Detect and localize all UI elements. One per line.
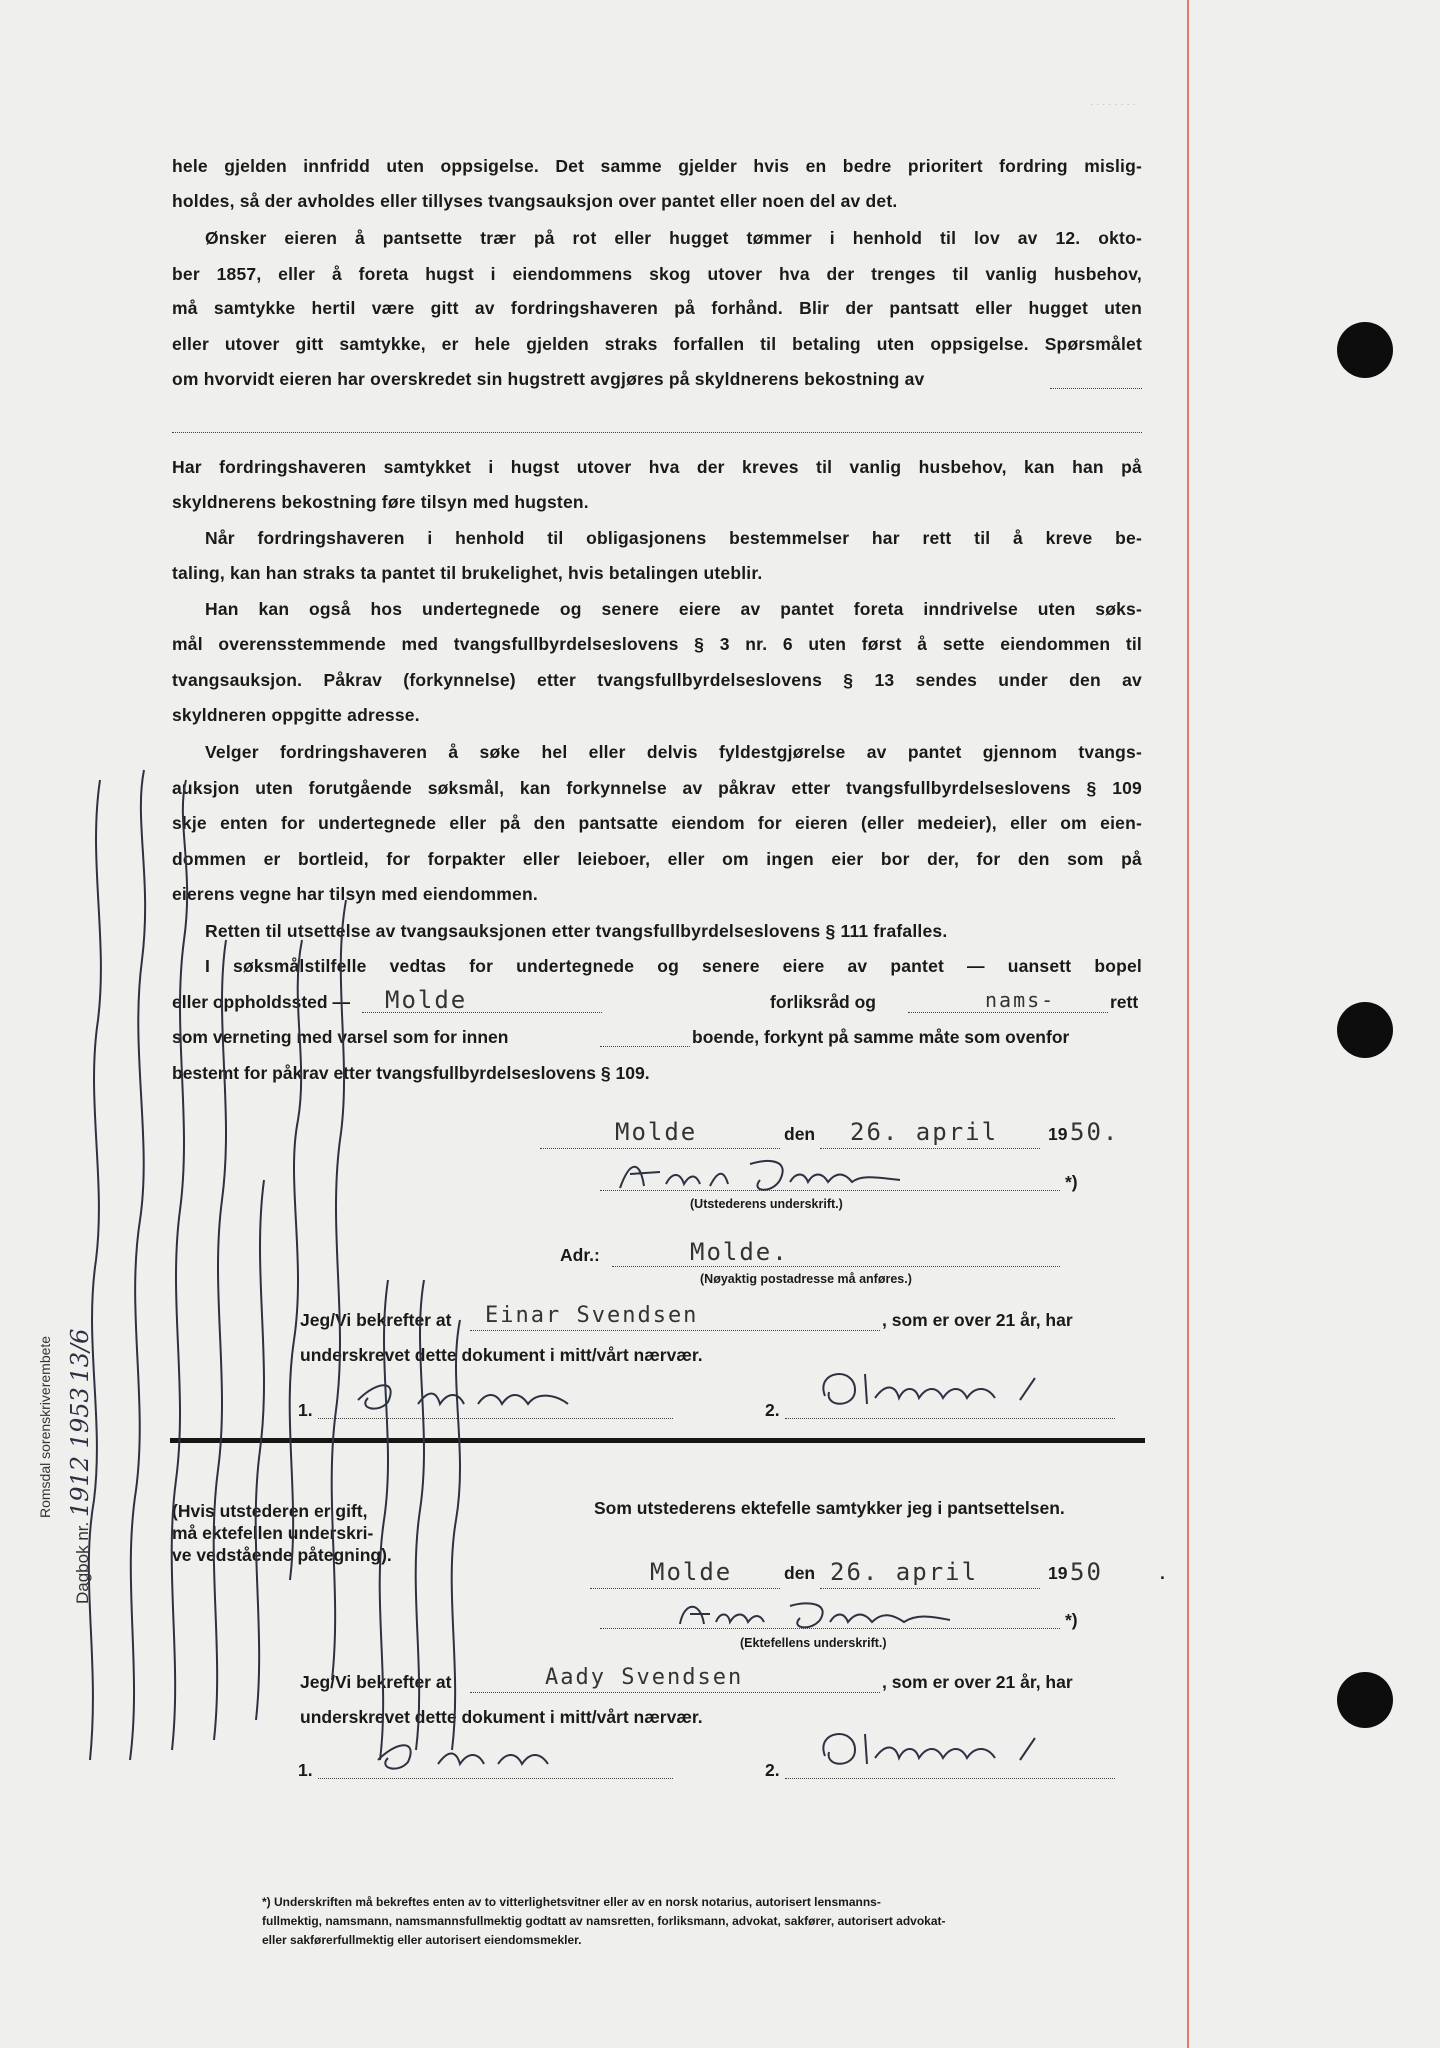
married-note-line: ve vedstående påtegning). [172,1545,392,1565]
stamp-date: 13/6 [66,1328,94,1383]
punch-hole [1337,1002,1393,1058]
handwritten-sign-place: Molde [615,1118,698,1146]
stamp-office: Romsdal sorenskriverembete [37,1335,53,1518]
margin-line [1187,0,1189,2048]
text-line: Har fordringshaveren samtykket i hugst utover hva der kreves til vanlig husbehov, kan han på [172,457,1142,477]
text-line: holdes, så der avholdes eller tillyses tvangsauksjon over pantet eller noen del av det. [172,191,898,211]
handwritten-spouse-place: Molde [650,1558,733,1586]
spouse-signature [660,1592,1060,1636]
witness-signature [795,1720,1135,1780]
blank-field [1050,388,1142,389]
text-line: om hvorvidt eieren har overskredet sin hugstrett avgjøres på skyldnerens bekostning av [172,369,925,389]
handwritten-spouse-date: 26. april [830,1558,979,1586]
handwritten-address: Molde. [690,1238,789,1266]
stamp-number: 1912 1953 [66,1387,94,1518]
witness-number: 2. [765,1760,780,1780]
text-line: Velger fordringshaveren å søke hel eller delvis fyldestgjørelse av pantet gjennom tvangs- [205,742,1142,762]
text-fragment: Jeg/Vi bekrefter at [300,1672,452,1692]
witness-number: 2. [765,1400,780,1420]
handwritten-issuer-name: Einar Svendsen [485,1303,699,1328]
text-line: hele gjelden innfridd uten oppsigelse. Det samme gjelder hvis en bedre prioritert fordring mislig- [172,156,1142,176]
text-line: taling, kan han straks ta pantet til brukelighet, hvis betalingen uteblir. [172,563,763,583]
text-fragment: boende, forkynt på samme måte som ovenfor [692,1027,1070,1047]
blank-field [600,1046,690,1047]
text-fragment: forliksråd og [770,992,876,1012]
text-fragment: underskrevet dette dokument i mitt/vårt nærvær. [300,1707,703,1727]
text-line: Når fordringshaveren i henhold til obligasjonens bestemmelser har rett til å kreve be- [205,528,1142,548]
text-line: må samtykke hertil være gitt av fordringshaveren på forhånd. Blir der pantsatt eller hugget uten [172,298,1142,318]
text-line: I søksmålstilfelle vedtas for undertegnede og senere eiere av pantet — uansett bopel [205,956,1142,976]
punch-hole [1337,322,1393,378]
blank-field [590,1588,780,1589]
footnote-line: eller sakførerfullmektig eller autorisert eiendomsmekler. [262,1933,582,1947]
text-line: Retten til utsettelse av tvangsauksjonen etter tvangsfullbyrdelseslovens § 111 frafalles. [205,921,948,941]
footnote-marker: *) [1065,1172,1078,1192]
married-note-line: må ektefellen underskri- [172,1523,374,1543]
text-line: eller utover gitt samtykke, er hele gjelden straks forfallen til betaling uten oppsigelse. Spørsmålet [172,334,1142,354]
footnote [262,1893,1142,1950]
handwritten-nams: nams- [985,988,1056,1012]
blank-field [908,1012,1108,1013]
issuer-signature [600,1150,1060,1200]
spouse-consent: Som utstederens ektefelle samtykker jeg i pantsettelsen. [594,1498,1065,1518]
label-adr: Adr.: [560,1245,600,1265]
text-line: skyldnerens bekostning føre tilsyn med hugsten. [172,492,589,512]
text-fragment: som verneting med varsel som for innen [172,1027,509,1047]
blank-field [172,432,1142,433]
handwritten-spouse-year: 50 [1070,1558,1103,1586]
text-fragment: bestemt for påkrav etter tvangsfullbyrdelseslovens § 109. [172,1063,650,1083]
witness-signature [795,1360,1135,1420]
punch-hole [1337,1672,1393,1728]
married-note-line: (Hvis utstederen er gift, [172,1501,368,1521]
handwritten-margin-note [80,760,580,1770]
handwritten-spouse-name: Aady Svendsen [545,1665,744,1690]
blank-field [612,1266,1060,1267]
label-century: 19 [1048,1124,1068,1144]
spouse-signature-caption: (Ektefellens underskrift.) [740,1636,887,1650]
text-fragment: rett [1110,992,1139,1012]
label-century: 19 [1048,1563,1068,1583]
text-line: eierens vegne har tilsyn med eiendommen. [172,884,538,904]
text-line: mål overensstemmende med tvangsfullbyrdelseslovens § 3 nr. 6 uten først å sette eiendommen til [172,634,1142,654]
text-line: tvangsauksjon. Påkrav (forkynnelse) etter tvangsfullbyrdelseslovens § 13 sendes under den av [172,670,1142,690]
text-line: Ønsker eieren å pantsette trær på rot eller hugget tømmer i henhold til lov av 12. okto- [205,228,1142,248]
label-den: den [784,1563,816,1583]
footnote-marker: *) [1065,1610,1078,1630]
handwritten-place: Molde [385,986,468,1014]
text-fragment: , som er over 21 år, har [882,1672,1073,1692]
text-fragment: eller oppholdssted — [172,992,350,1012]
witness-number: 1. [298,1400,313,1420]
signature-caption: (Utstederens underskrift.) [690,1197,843,1211]
handwritten-year: 50. [1070,1118,1120,1146]
text-fragment: , som er over 21 år, har [882,1310,1073,1330]
text-line: Han kan også hos undertegnede og senere eiere av pantet foreta inndrivelse uten søks- [205,599,1142,619]
text-line: dommen er bortleid, for forpakter eller leieboer, eller om ingen eier bor der, for den som på [172,849,1142,869]
bleed-through: . . . . . . . . [1090,96,1136,108]
bullet-dot: . [1160,1563,1165,1583]
witness-number: 1. [298,1760,313,1780]
handwritten-date: 26. april [850,1118,999,1146]
text-fragment: Jeg/Vi bekrefter at [300,1310,452,1330]
footnote-line: *) Underskriften må bekreftes enten av to vitterlighetsvitner eller av en norsk notarius, autorisert lensmanns- [262,1895,881,1909]
footnote-line: fullmektig, namsmann, namsmannsfullmektig godtatt av namsretten, forliksmann, advokat, sakfører, autorisert advokat- [262,1914,946,1928]
blank-field [820,1148,1040,1149]
label-den: den [784,1124,816,1144]
text-line: ber 1857, eller å foreta hugst i eiendommens skog utover hva der trenges til vanlig husbehov, [172,264,1142,284]
stamp-dagbok: Dagbok nr. [73,1521,92,1604]
blank-field [820,1588,1040,1589]
text-line: skyldneren oppgitte adresse. [172,705,420,725]
text-fragment: underskrevet dette dokument i mitt/vårt nærvær. [300,1345,703,1365]
text-line: auksjon uten forutgående søksmål, kan forkynnelse av påkrav etter tvangsfullbyrdelseslovens § 109 [172,778,1142,798]
text-line: skje enten for undertegnede eller på den pantsatte eiendom for eieren (eller medeier), eller om eien- [172,813,1142,833]
address-caption: (Nøyaktig postadresse må anføres.) [700,1272,912,1286]
